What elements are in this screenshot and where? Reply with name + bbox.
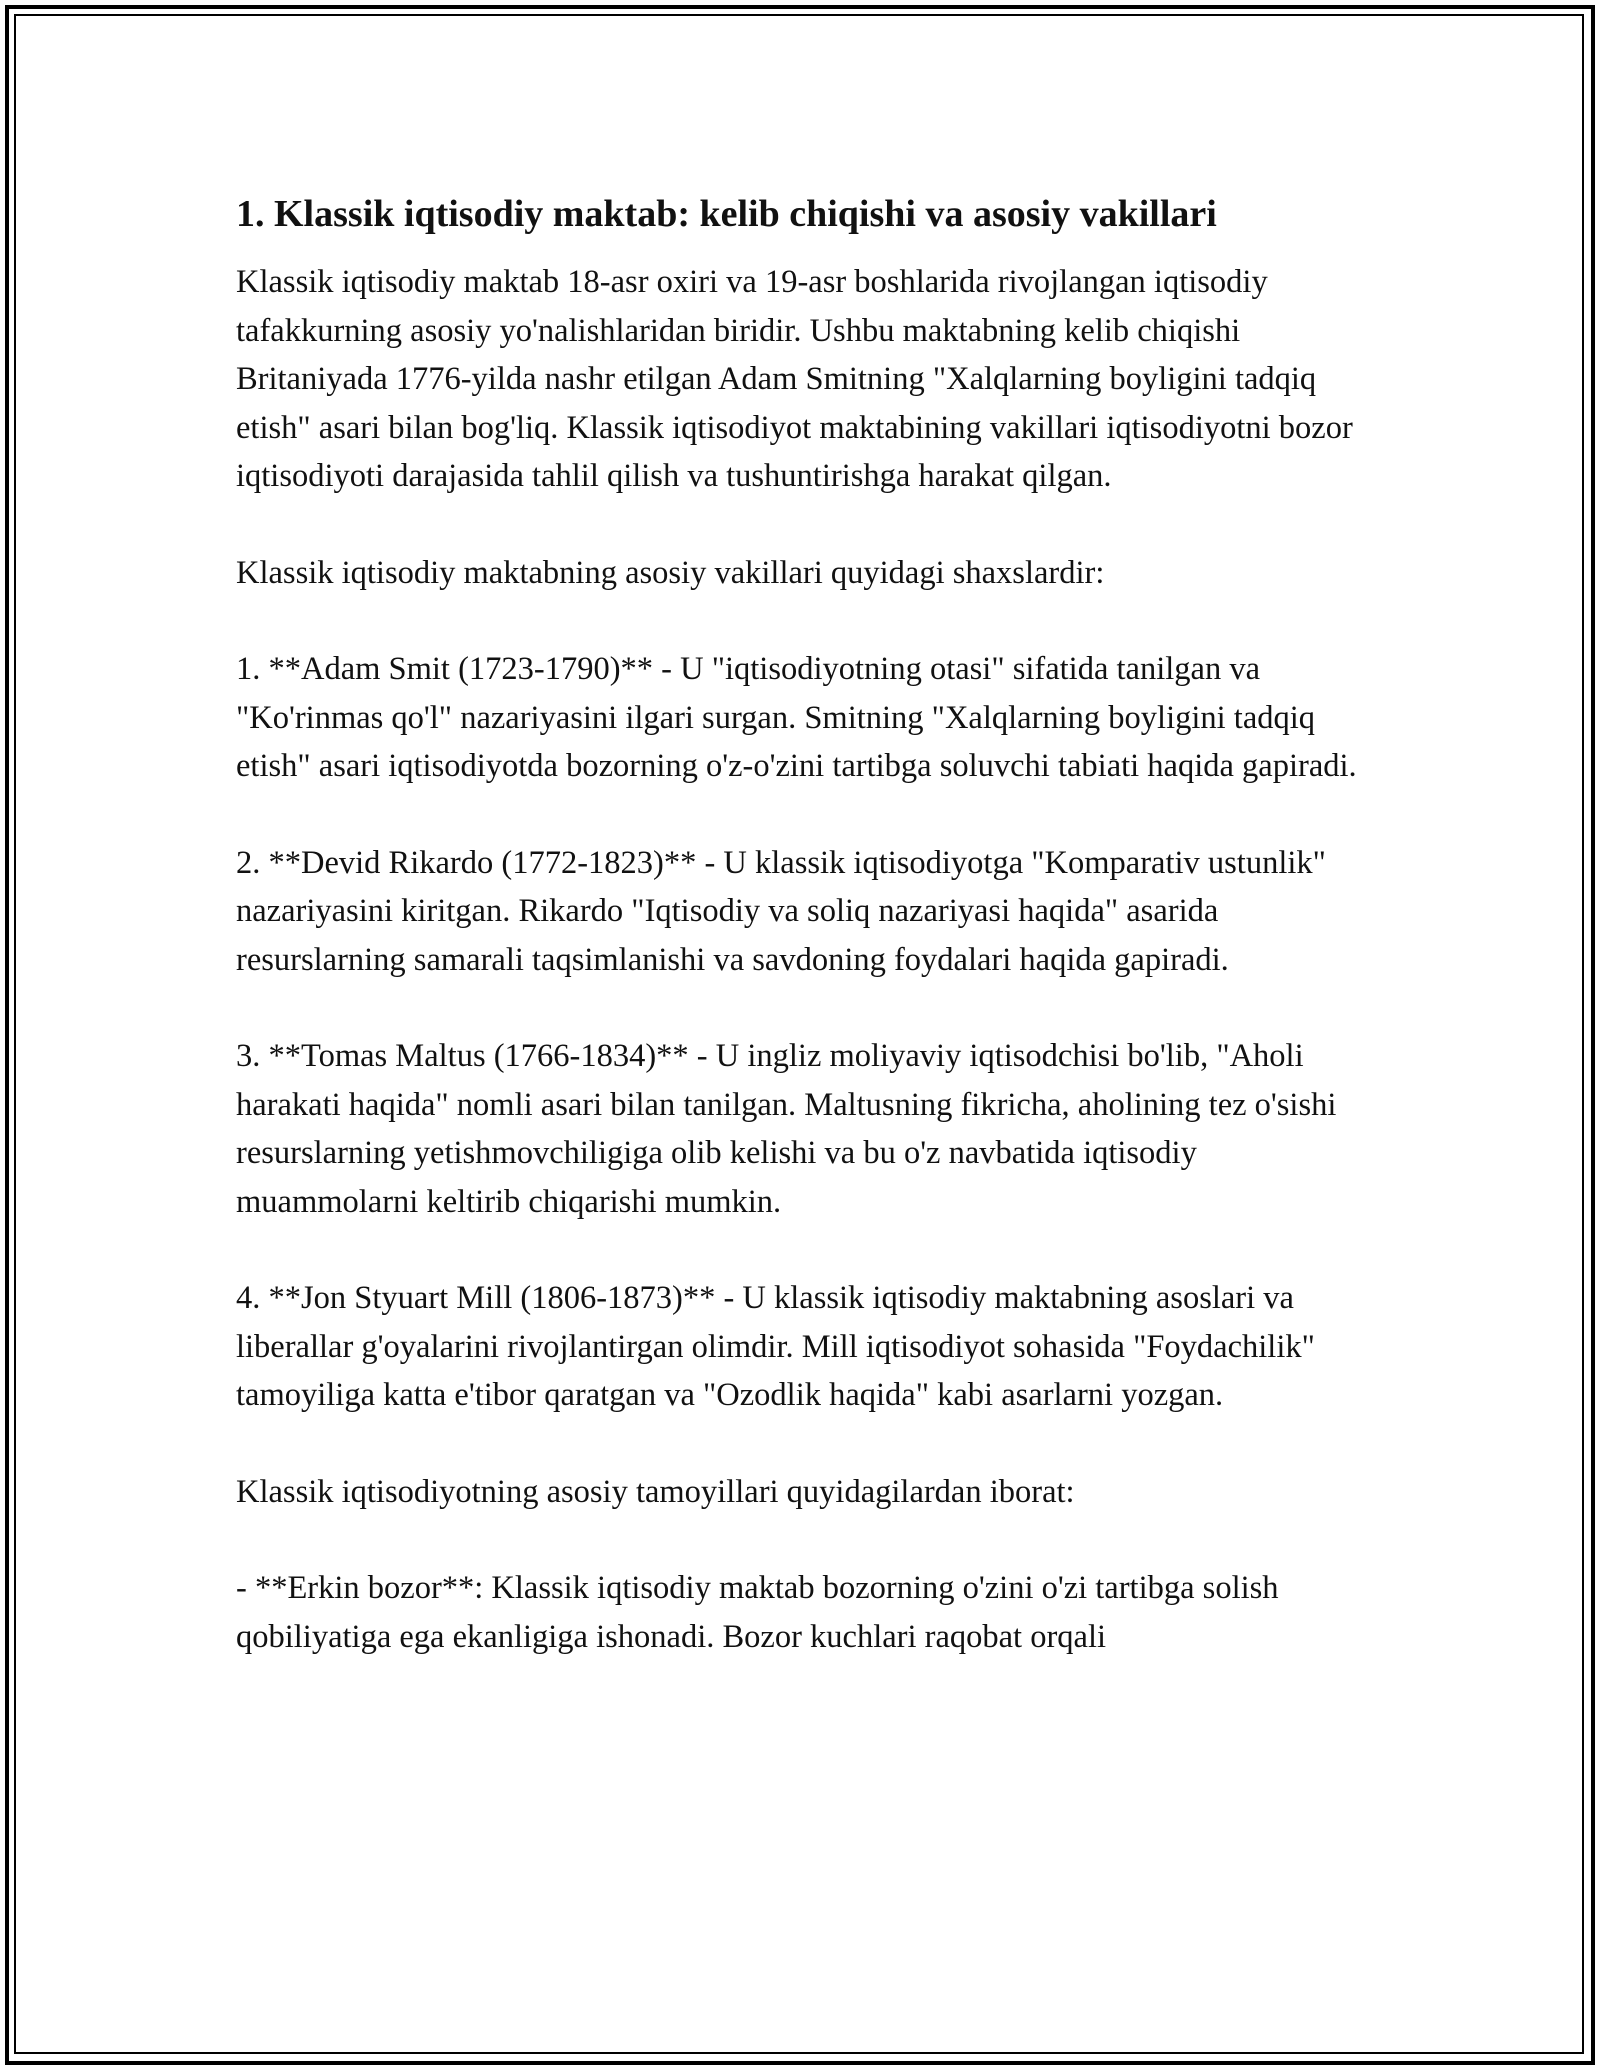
section-heading: 1. Klassik iqtisodiy maktab: kelib chiqishi va asosiy vakillari bbox=[236, 193, 1217, 235]
list-item-tomas-maltus: 3. **Tomas Maltus (1766-1834)** - U ingliz moliyaviy iqtisodchisi bo'lib, "Aholi harakati haqida" nomli asari bilan tanilgan. Maltusning fikricha, aholining tez o'sishi resurslarning yetishmovchiligiga olib kelishi va bu o'z navbatida iqtisodiy muammolarni keltirib chiqarishi mumkin. bbox=[236, 1038, 1337, 1220]
paragraph-principles-lead: Klassik iqtisodiyotning asosiy tamoyillari quyidagilardan iborat: bbox=[236, 1473, 1075, 1510]
paragraph-representatives-lead: Klassik iqtisodiy maktabning asosiy vakillari quyidagi shaxslardir: bbox=[236, 554, 1105, 591]
document-body bbox=[236, 186, 1366, 1709]
list-item-jon-styuart-mill: 4. **Jon Styuart Mill (1806-1873)** - U klassik iqtisodiy maktabning asoslari va liberallar g'oyalarini rivojlantirgan olimdir. Mill iqtisodiyot sohasida "Foydachilik" tamoyiliga katta e'tibor qaratgan va "Ozodlik haqida" kabi asarlarni yozgan. bbox=[236, 1280, 1315, 1413]
list-item-erkin-bozor: - **Erkin bozor**: Klassik iqtisodiy maktab bozorning o'zini o'zi tartibga solish qobiliyatiga ega ekanligiga ishonadi. Bozor kuchlari raqobat orqali bbox=[236, 1570, 1279, 1655]
paragraph-intro: Klassik iqtisodiy maktab 18-asr oxiri va 19-asr boshlarida rivojlangan iqtisodiy tafakkurning asosiy yo'nalishlaridan biridir. Ushbu maktabning kelib chiqishi Britaniyada 1776-yilda nashr etilgan Adam Smitning "Xalqlarning boyligini tadqiq etish" asari bilan bog'liq. Klassik iqtisodiyot maktabining vakillari iqtisodiyotni bozor iqtisodiyoti darajasida tahlil qilish va tushuntirishga harakat qilgan. bbox=[236, 264, 1353, 494]
list-item-devid-rikardo: 2. **Devid Rikardo (1772-1823)** - U klassik iqtisodiyotga "Komparativ ustunlik" nazariyasini kiritgan. Rikardo "Iqtisodiy va soliq nazariyasi haqida" asarida resurslarning samarali taqsimlanishi va savdoning foydalari haqida gapiradi. bbox=[236, 844, 1326, 978]
list-item-adam-smit: 1. **Adam Smit (1723-1790)** - U "iqtisodiyotning otasi" sifatida tanilgan va "Ko'rinmas qo'l" nazariyasini ilgari surgan. Smitning "Xalqlarning boyligini tadqiq etish" asari iqtisodiyotda bozorning o'z-o'zini tartibga soluvchi tabiati haqida gapiradi. bbox=[236, 651, 1357, 784]
